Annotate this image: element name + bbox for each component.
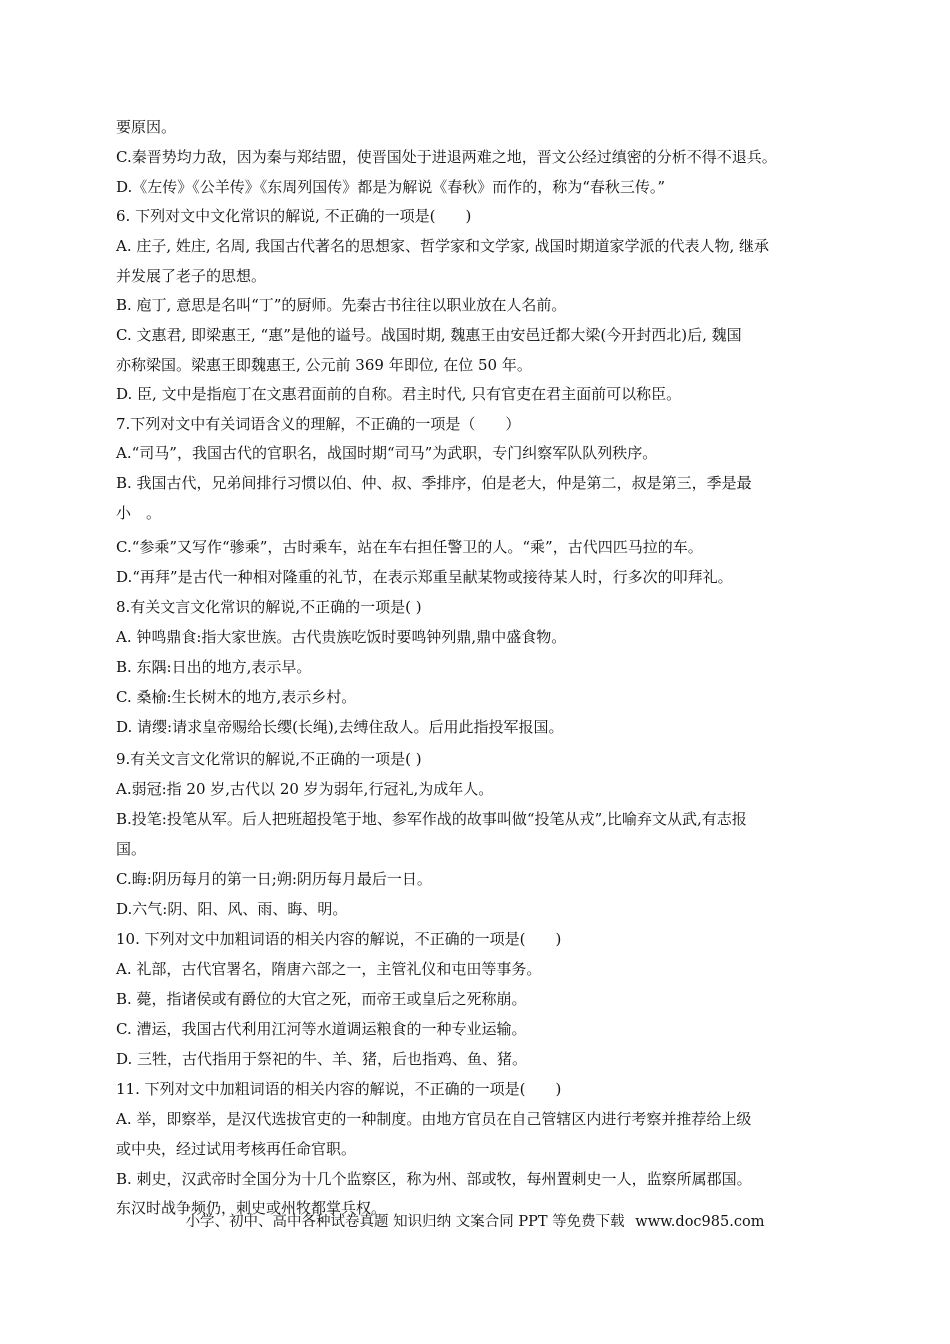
text-line: 9.有关文言文化常识的解说,不正确的一项是( ) [116, 750, 422, 768]
text-line: D.“再拜”是古代一种相对隆重的礼节，在表示郑重呈献某物或接待某人时，行多次的叩拜礼。 [116, 568, 733, 586]
text-line: A. 庄子, 姓庄, 名周, 我国古代著名的思想家、哲学家和文学家, 战国时期道家学派的代表人物, 继承 [116, 237, 770, 255]
text-line: B. 刺史，汉武帝时全国分为十几个监察区，称为州、部或牧，每州置刺史一人，监察所属郡国。 [116, 1170, 752, 1188]
text-line: A. 钟鸣鼎食:指大家世族。古代贵族吃饭时要鸣钟列鼎,鼎中盛食物。 [116, 628, 567, 646]
text-line: B. 东隅:日出的地方,表示早。 [116, 658, 312, 676]
text-line: A.弱冠:指 20 岁,古代以 20 岁为弱年,行冠礼,为成年人。 [116, 780, 494, 798]
footer-url: www.doc985.com [635, 1214, 765, 1230]
text-line: B. 薨，指诸侯或有爵位的大官之死，而帝王或皇后之死称崩。 [116, 990, 527, 1008]
text-line: 8.有关文言文化常识的解说,不正确的一项是( ) [116, 598, 422, 616]
text-line: 7.下列对文中有关词语含义的理解，不正确的一项是（ ） [116, 415, 521, 433]
text-line: D.《左传》《公羊传》《东周列国传》都是为解说《春秋》而作的，称为“春秋三传。” [116, 178, 666, 196]
page-footer [0, 1212, 950, 1232]
text-line: 东汉时战争频仍，刺史或州牧都掌兵权。 [116, 1199, 387, 1217]
text-line: C. 文惠君, 即梁惠王, “惠”是他的谥号。战国时期, 魏惠王由安邑迁都大梁(今开封西北)后, 魏国 [116, 326, 742, 344]
footer-text: 小学、初中、高中各种试卷真题 知识归纳 文案合同 PPT 等免费下载 [185, 1214, 625, 1230]
text-line: 并发展了老子的思想。 [116, 267, 267, 285]
text-line: C.秦晋势均力敌，因为秦与郑结盟，使晋国处于进退两难之地，晋文公经过缜密的分析不得不退兵。 [116, 148, 777, 166]
text-line: B. 我国古代，兄弟间排行习惯以伯、仲、叔、季排序，伯是老大，仲是第二，叔是第三，季是最 [116, 474, 752, 492]
text-line: D. 臣, 文中是指庖丁在文惠君面前的自称。君主时代, 只有官吏在君主面前可以称臣。 [116, 385, 682, 403]
text-line: 6. 下列对文中文化常识的解说, 不正确的一项是( ) [116, 207, 472, 225]
text-line: C. 漕运，我国古代利用江河等水道调运粮食的一种专业运输。 [116, 1020, 527, 1038]
text-line: D.六气:阴、阳、风、雨、晦、明。 [116, 900, 348, 918]
text-line: 国。 [116, 840, 147, 858]
text-line: 亦称梁国。梁惠王即魏惠王, 公元前 369 年即位, 在位 50 年。 [116, 356, 532, 374]
text-line: B. 庖丁, 意思是名叫“丁”的厨师。先秦古书往往以职业放在人名前。 [116, 296, 567, 314]
text-line: C.晦:阴历每月的第一日;朔:阴历每月最后一日。 [116, 870, 432, 888]
text-line: 11. 下列对文中加粗词语的相关内容的解说，不正确的一项是( ) [116, 1080, 562, 1098]
text-line: A. 举，即察举，是汉代选拔官吏的一种制度。由地方官员在自己管辖区内进行考察并推荐给上级 [116, 1110, 752, 1128]
text-line: 或中央，经过试用考核再任命官职。 [116, 1140, 357, 1158]
text-line: A.“司马”，我国古代的官职名，战国时期“司马”为武职，专门纠察军队队列秩序。 [116, 444, 658, 462]
text-line: 小 。 [116, 504, 162, 522]
text-line: 要原因。 [116, 118, 177, 136]
text-line: 10. 下列对文中加粗词语的相关内容的解说，不正确的一项是( ) [116, 930, 562, 948]
text-line: A. 礼部，古代官署名，隋唐六部之一，主管礼仪和屯田等事务。 [116, 960, 542, 978]
text-line: B.投笔:投笔从军。后人把班超投笔于地、参军作战的故事叫做“投笔从戎”,比喻弃文从武,有志报 [116, 810, 747, 828]
text-line: C. 桑榆:生长树木的地方,表示乡村。 [116, 688, 357, 706]
text-line: C.“参乘”又写作“骖乘”，古时乘车，站在车右担任警卫的人。“乘”，古代四匹马拉的车。 [116, 538, 703, 556]
text-line: D. 三牲，古代指用于祭祀的牛、羊、猪，后也指鸡、鱼、猪。 [116, 1050, 528, 1068]
text-line: D. 请缨:请求皇帝赐给长缨(长绳),去缚住敌人。后用此指投军报国。 [116, 718, 564, 736]
